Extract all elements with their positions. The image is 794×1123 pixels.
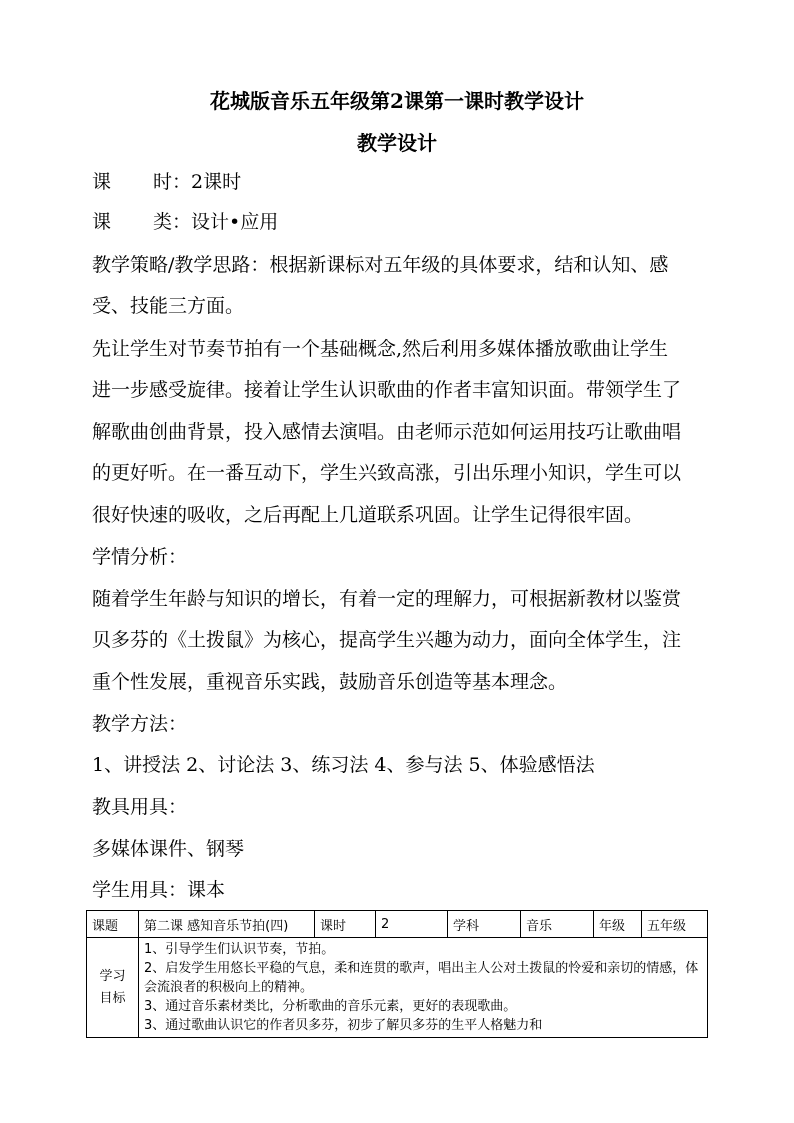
topic-label: 课题: [87, 911, 139, 938]
analysis-line: 随着学生年龄与知识的增长，有着一定的理解力，可根据新教材以鉴赏: [92, 588, 682, 610]
course-hours-line: [92, 170, 712, 194]
strategy-line: 受、技能三方面。: [92, 295, 245, 317]
course-hours-label-a: 课: [92, 171, 112, 193]
teacher-tools-list: 多媒体课件、钢琴: [92, 838, 245, 860]
goals-label-line: 学习: [99, 968, 126, 984]
hours-value: 2: [376, 911, 448, 938]
course-type-label-b: 类：: [153, 211, 192, 233]
methods-heading: 教学方法：: [92, 713, 188, 735]
lesson-info-table: [86, 910, 708, 1038]
analysis-heading: 学情分析：: [92, 546, 188, 568]
strategy-body-line: 的更好听。在一番互动下，学生兴致高涨，引出乐理小知识，学生可以: [92, 462, 682, 484]
goal-item: 1、引导学生们认识节奏，节拍。: [144, 942, 335, 957]
goals-label: [87, 938, 139, 1038]
document-title: 花城版音乐五年级第2课第一课时教学设计: [210, 89, 584, 113]
methods-list: 1、讲授法 2、讨论法 3、练习法 4、参与法 5、体验感悟法: [92, 754, 595, 776]
strategy-body-line: 先让学生对节奏节拍有一个基础概念,然后利用多媒体播放歌曲让学生: [92, 338, 669, 360]
strategy-body-line: 很好快速的吸收，之后再配上几道联系巩固。让学生记得很牢固。: [92, 504, 644, 526]
teacher-tools-heading: 教具用具：: [92, 796, 188, 818]
document-subtitle: 教学设计: [357, 131, 437, 155]
goal-item: 3、通过音乐素材类比，分析歌曲的音乐元素，更好的表现歌曲。: [144, 999, 517, 1014]
analysis-line: 重个性发展，重视音乐实践，鼓励音乐创造等基本理念。: [92, 671, 568, 693]
analysis-line: 贝多芬的《土拨鼠》为核心，提高学生兴趣为动力，面向全体学生，注: [92, 629, 682, 651]
student-tools-line: 学生用具：课本: [92, 879, 226, 901]
strategy-body-line: 进一步感受旋律。接着让学生认识歌曲的作者丰富知识面。带领学生了: [92, 379, 682, 401]
course-type-value: 设计•应用: [191, 211, 279, 233]
course-hours-value: 2课时: [191, 171, 242, 193]
strategy-body-line: 解歌曲创曲背景，投入感情去演唱。由老师示范如何运用技巧让歌曲唱: [92, 421, 682, 443]
grade-value: 五年级: [642, 911, 708, 938]
course-type-line: [92, 210, 712, 234]
strategy-line: 教学策略/教学思路：根据新课标对五年级的具体要求，结和认知、感: [92, 254, 669, 276]
goals-label-line: 目标: [99, 990, 126, 1006]
course-hours-label-b: 时：: [153, 171, 192, 193]
subject-label: 学科: [448, 911, 521, 938]
goal-item: 3、通过歌曲认识它的作者贝多芬，初步了解贝多芬的生平人格魅力和: [144, 1018, 543, 1033]
topic-value: 第二课 感知音乐节拍(四): [139, 911, 315, 938]
grade-label: 年级: [594, 911, 642, 938]
hours-label: 课时: [315, 911, 376, 938]
subject-value: 音乐: [521, 911, 594, 938]
goal-item: 2、启发学生用悠长平稳的气息，柔和连贯的歌声，唱出主人公对土拨鼠的怜爱和亲切的情感，体会流浪者的积极向上的精神。: [144, 961, 699, 995]
course-type-label-a: 课: [92, 211, 112, 233]
goals-cell: [139, 938, 708, 1038]
table-row: [87, 938, 708, 1038]
table-row: [87, 911, 708, 938]
